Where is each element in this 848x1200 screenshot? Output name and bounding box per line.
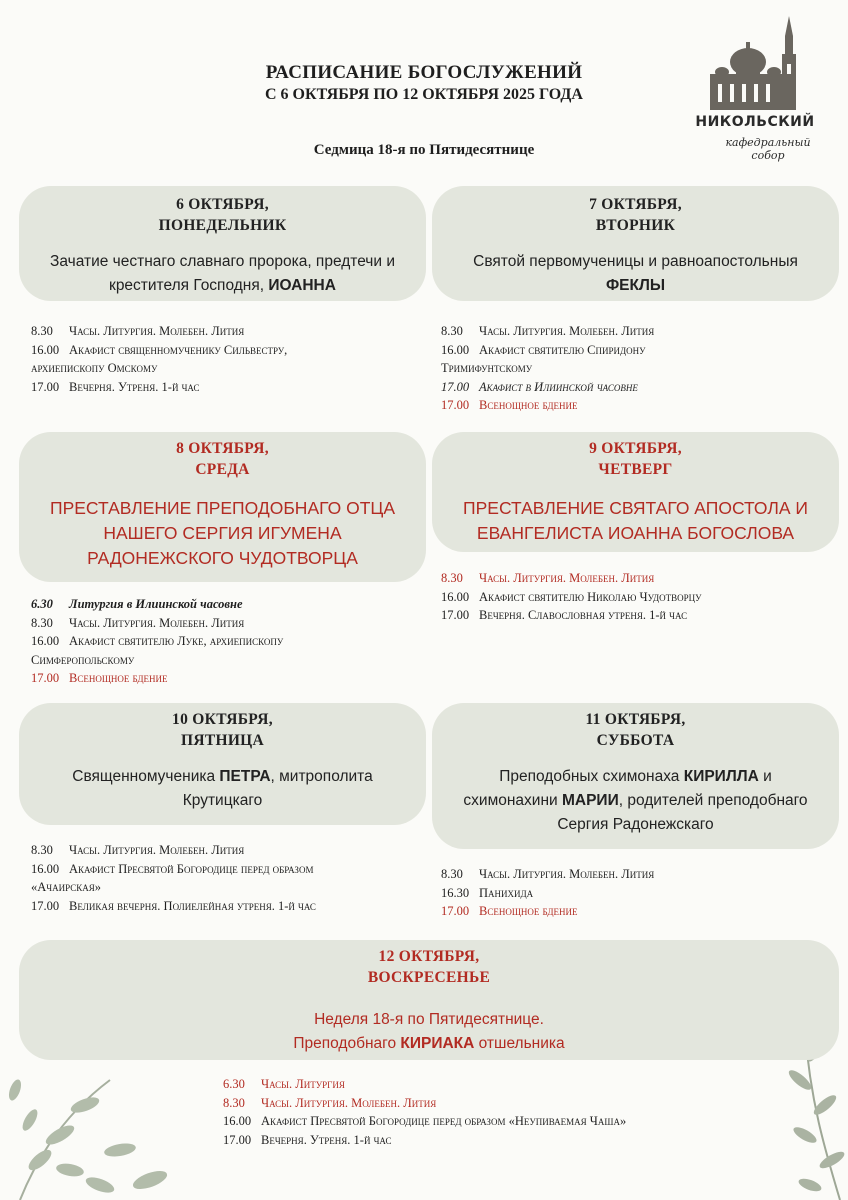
schedule-item: 8.30 Часы. Литургия. Молебен. Лития — [441, 571, 655, 585]
feast-line: Сергия Радонежскаго — [557, 816, 714, 833]
day-card-oct-7 — [432, 186, 839, 301]
schedule-item: 16.00 Акафист священномученику Сильвестру, — [31, 342, 288, 357]
day-weekday: ВОСКРЕСЕНЬЕ — [367, 969, 491, 986]
feast-line: НАШЕГО СЕРГИЯ ИГУМЕНА — [103, 523, 342, 543]
page-title: РАСПИСАНИЕ БОГОСЛУЖЕНИЙ — [265, 62, 583, 83]
day-weekday: СУББОТА — [596, 732, 675, 749]
day-date: 12 ОКТЯБРЯ, — [378, 948, 480, 965]
day-date: 6 ОКТЯБРЯ, — [176, 196, 269, 213]
feast-line: схимонахини МАРИИ, родителей преподобнаго — [463, 792, 808, 809]
schedule-item: 17.00 Вечерня. Славословная утреня. 1-й час — [441, 608, 688, 622]
day-weekday: ВТОРНИК — [595, 217, 676, 234]
day-date: 10 ОКТЯБРЯ, — [172, 711, 273, 728]
logo-name: НИКОЛЬСКИЙ — [695, 114, 815, 130]
schedule-item: 17.00 Всенощное бдение — [441, 904, 578, 918]
schedule-item: Симферопольскому — [31, 652, 135, 667]
schedule-item: 8.30 Часы. Литургия. Молебен. Лития — [31, 843, 245, 857]
schedule-oct-7 — [441, 322, 654, 415]
page-header — [0, 62, 848, 106]
day-weekday: ЧЕТВЕРГ — [598, 461, 673, 478]
schedule-item: 16.00 Акафист Пресвятой Богородице перед образом «Неупиваемая Чаша» — [223, 1114, 627, 1128]
day-weekday: ПОНЕДЕЛЬНИК — [158, 217, 287, 234]
page-subtitle: С 6 ОКТЯБРЯ ПО 12 ОКТЯБРЯ 2025 ГОДА — [265, 86, 583, 103]
schedule-item: 17.00 Акафист в Илиинской часовне — [441, 379, 638, 394]
day-card-oct-12 — [19, 940, 839, 1060]
schedule-item: архиепископу Омскому — [31, 361, 158, 375]
schedule-item: 16.00 Акафист святителю Спиридону — [441, 342, 646, 357]
feast-line: Преподобных схимонаха КИРИЛЛА и — [499, 768, 772, 785]
day-date: 7 ОКТЯБРЯ, — [589, 196, 682, 213]
feast-line: Священномученика ПЕТРА, митрополита — [72, 768, 373, 785]
schedule-oct-10 — [31, 841, 316, 915]
schedule-item: 17.00 Всенощное бдение — [31, 671, 168, 685]
feast-line: ПРЕСТАВЛЕНИЕ СВЯТАГО АПОСТОЛА И — [463, 498, 808, 518]
schedule-item: 17.00 Вечерня. Утреня. 1-й час — [223, 1132, 392, 1147]
day-date: 8 ОКТЯБРЯ, — [176, 440, 269, 457]
schedule-item: Тримифунтскому — [441, 361, 533, 375]
day-date: 11 ОКТЯБРЯ, — [585, 711, 686, 728]
schedule-item: 16.00 Акафист святителю Луке, архиепископу — [31, 634, 284, 648]
schedule-item: 17.00 Вечерня. Утреня. 1-й час — [31, 379, 200, 394]
schedule-oct-9 — [441, 569, 702, 625]
day-weekday: ПЯТНИЦА — [180, 732, 265, 749]
schedule-item: 8.30 Часы. Литургия. Молебен. Лития — [223, 1095, 437, 1110]
feast-line: РАДОНЕЖСКОГО ЧУДОТВОРЦА — [87, 548, 358, 568]
schedule-item: 8.30 Часы. Литургия. Молебен. Лития — [441, 867, 655, 881]
schedule-item: 17.00 Всенощное бдение — [441, 398, 578, 412]
day-card-oct-11 — [432, 703, 839, 849]
schedule-item: 6.30 Литургия в Илиинской часовне — [31, 597, 243, 611]
day-weekday: СРЕДА — [195, 461, 250, 478]
feast-line: Неделя 18-я по Пятидесятнице. — [314, 1011, 544, 1028]
feast-line: ЕВАНГЕЛИСТА ИОАННА БОГОСЛОВА — [476, 523, 795, 543]
week-label: Седмица 18-я по Пятидесятнице — [313, 142, 535, 158]
schedule-item: 8.30 Часы. Литургия. Молебен. Лития — [441, 324, 655, 338]
logo-subtitle: кафедральный собор — [725, 136, 811, 162]
schedule-oct-8 — [31, 595, 283, 688]
schedule-item: 17.00 Великая вечерня. Полиелейная утреня. 1-й час — [31, 898, 316, 913]
schedule-item: 16.00 Акафист святителю Николаю Чудотворцу — [441, 589, 702, 604]
feast-line: Зачатие честнаго славнаго пророка, предтечи и — [49, 253, 395, 270]
feast-line: крестителя Господня, ИОАННА — [109, 277, 336, 294]
schedule-item: 8.30 Часы. Литургия. Молебен. Лития — [31, 615, 245, 630]
feast-line: ПРЕСТАВЛЕНИЕ ПРЕПОДОБНАГО ОТЦА — [49, 498, 396, 518]
day-card-oct-8 — [19, 432, 426, 582]
day-card-oct-6 — [19, 186, 426, 301]
schedule-oct-6 — [31, 322, 287, 396]
schedule-oct-11 — [441, 865, 654, 921]
schedule-item: 16.30 Панихида — [441, 885, 534, 900]
feast-line: Преподобнаго КИРИАКА отшельника — [293, 1035, 565, 1052]
feast-line: Святой первомученицы и равноапостольныя — [473, 253, 798, 270]
feast-line: Крутицкаго — [182, 792, 263, 809]
day-card-oct-10 — [19, 703, 426, 825]
feast-line: ФЕКЛЫ — [605, 277, 666, 294]
schedule-item: 16.00 Акафист Пресвятой Богородице перед образом — [31, 861, 314, 876]
day-card-oct-9 — [432, 432, 839, 552]
schedule-item: 6.30 Часы. Литургия — [223, 1077, 345, 1091]
day-date: 9 ОКТЯБРЯ, — [589, 440, 682, 457]
schedule-item: 8.30 Часы. Литургия. Молебен. Лития — [31, 324, 245, 338]
schedule-item: «Ачаирская» — [31, 880, 101, 894]
schedule-oct-12 — [223, 1075, 626, 1149]
